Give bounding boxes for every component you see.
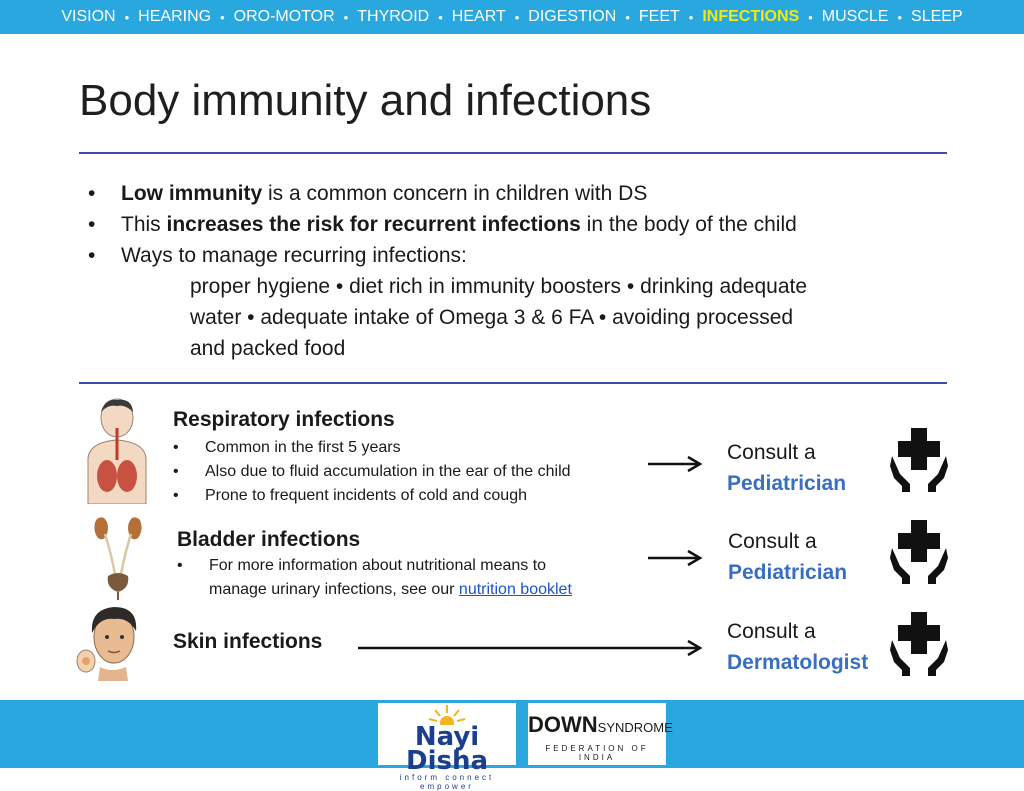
skin-illustration — [76, 603, 156, 681]
list-item — [88, 240, 948, 271]
bullet-icon: • — [173, 463, 179, 480]
bullet-text: in the body of the child — [580, 213, 797, 236]
dsfi-syndrome: SYNDROME — [597, 720, 673, 735]
nav-thyroid[interactable]: THYROID — [357, 8, 430, 25]
list-item — [173, 460, 643, 484]
arrow-icon — [648, 454, 704, 474]
doctor-label: Dermatologist — [727, 651, 869, 674]
nav-separator: • — [688, 9, 694, 25]
title-divider — [79, 152, 947, 154]
bullet-text: This — [121, 213, 167, 236]
skin-consult — [727, 616, 868, 678]
nav-vision[interactable]: VISION — [61, 8, 116, 25]
bullet-text: Ways to manage recurring infections: — [121, 244, 467, 267]
list-item-text: manage urinary infections, see our — [209, 581, 459, 598]
list-item-text: Common in the first 5 years — [205, 439, 401, 456]
nav-separator: • — [625, 9, 630, 25]
nav-separator: • — [808, 9, 813, 25]
nutrition-booklet-link[interactable]: nutrition booklet — [458, 581, 572, 598]
list-item-text: Prone to frequent incidents of cold and cough — [205, 487, 527, 504]
consult-label: Consult a — [727, 620, 816, 643]
respiratory-title: Respiratory infections — [173, 408, 395, 431]
nav-separator: • — [220, 9, 225, 25]
dsfi-federation: FEDERATION OF INDIA — [545, 744, 649, 762]
intro-bullets — [88, 178, 948, 364]
list-item — [173, 484, 643, 508]
list-item — [88, 209, 948, 240]
dsfi-logo — [528, 703, 673, 765]
bullet-icon: • — [88, 213, 96, 236]
list-item-text: For more information about nutritional means to — [209, 557, 547, 574]
skin-title: Skin infections — [173, 630, 323, 653]
arrow-icon — [358, 638, 704, 658]
healthcare-hands-icon — [890, 518, 948, 586]
list-item — [173, 436, 643, 460]
nav-separator: • — [124, 9, 130, 25]
nav-feet[interactable]: FEET — [638, 8, 680, 25]
nav-separator: • — [514, 9, 520, 25]
doctor-label: Pediatrician — [727, 472, 847, 495]
bullet-icon: • — [173, 487, 179, 504]
nav-digestion[interactable]: DIGESTION — [528, 8, 617, 25]
nayi-disha-wordmark: Nayi Disha — [405, 722, 489, 776]
healthcare-hands-icon — [890, 426, 948, 494]
bullet-text: is a common concern in children with DS — [262, 182, 648, 205]
nav-separator: • — [438, 9, 443, 25]
bullet-icon: • — [177, 557, 183, 574]
bladder-title: Bladder infections — [177, 528, 361, 551]
respiratory-illustration — [80, 398, 154, 504]
list-item — [177, 578, 647, 602]
consult-label: Consult a — [727, 441, 816, 464]
tips-line: proper hygiene • diet rich in immunity boosters • drinking adequate — [190, 275, 808, 298]
consult-label: Consult a — [728, 530, 817, 553]
nav-separator: • — [897, 9, 903, 25]
bladder-section — [177, 528, 647, 602]
nav-oro-motor[interactable]: ORO-MOTOR — [233, 8, 335, 25]
healthcare-hands-icon — [890, 610, 948, 678]
nav-muscle[interactable]: MUSCLE — [821, 8, 889, 25]
bullet-icon: • — [88, 244, 96, 267]
nav-heart[interactable]: HEART — [451, 8, 506, 25]
nav-sleep[interactable]: SLEEP — [911, 8, 963, 25]
bullet-icon: • — [88, 182, 96, 205]
bullet-bold: Low immunity — [121, 182, 263, 205]
bullet-icon: • — [173, 439, 179, 456]
bladder-illustration — [92, 516, 144, 600]
bullet-bold: increases the risk for recurrent infections — [166, 213, 581, 236]
skin-section — [173, 630, 322, 654]
tips-line: water • adequate intake of Omega 3 & 6 FA • avoiding processed — [190, 306, 794, 329]
tips-line: and packed food — [190, 337, 346, 360]
nav-infections[interactable]: INFECTIONS — [702, 8, 800, 25]
bladder-consult — [728, 526, 847, 588]
list-item-text: Also due to fluid accumulation in the ear of the child — [205, 463, 571, 480]
list-item — [177, 554, 647, 578]
top-nav — [0, 0, 1024, 34]
nav-separator: • — [343, 9, 349, 25]
arrow-icon — [648, 548, 704, 568]
respiratory-consult — [727, 437, 846, 499]
nayi-disha-tagline: inform connect empower — [399, 773, 495, 791]
nayi-disha-logo — [378, 703, 516, 791]
doctor-label: Pediatrician — [728, 561, 848, 584]
nav-hearing[interactable]: HEARING — [138, 8, 212, 25]
respiratory-section — [173, 408, 643, 508]
page-title: Body immunity and infections — [79, 76, 652, 125]
dsfi-wordmark: DOWN — [528, 712, 598, 737]
list-item — [88, 178, 948, 209]
section-divider — [79, 382, 947, 384]
